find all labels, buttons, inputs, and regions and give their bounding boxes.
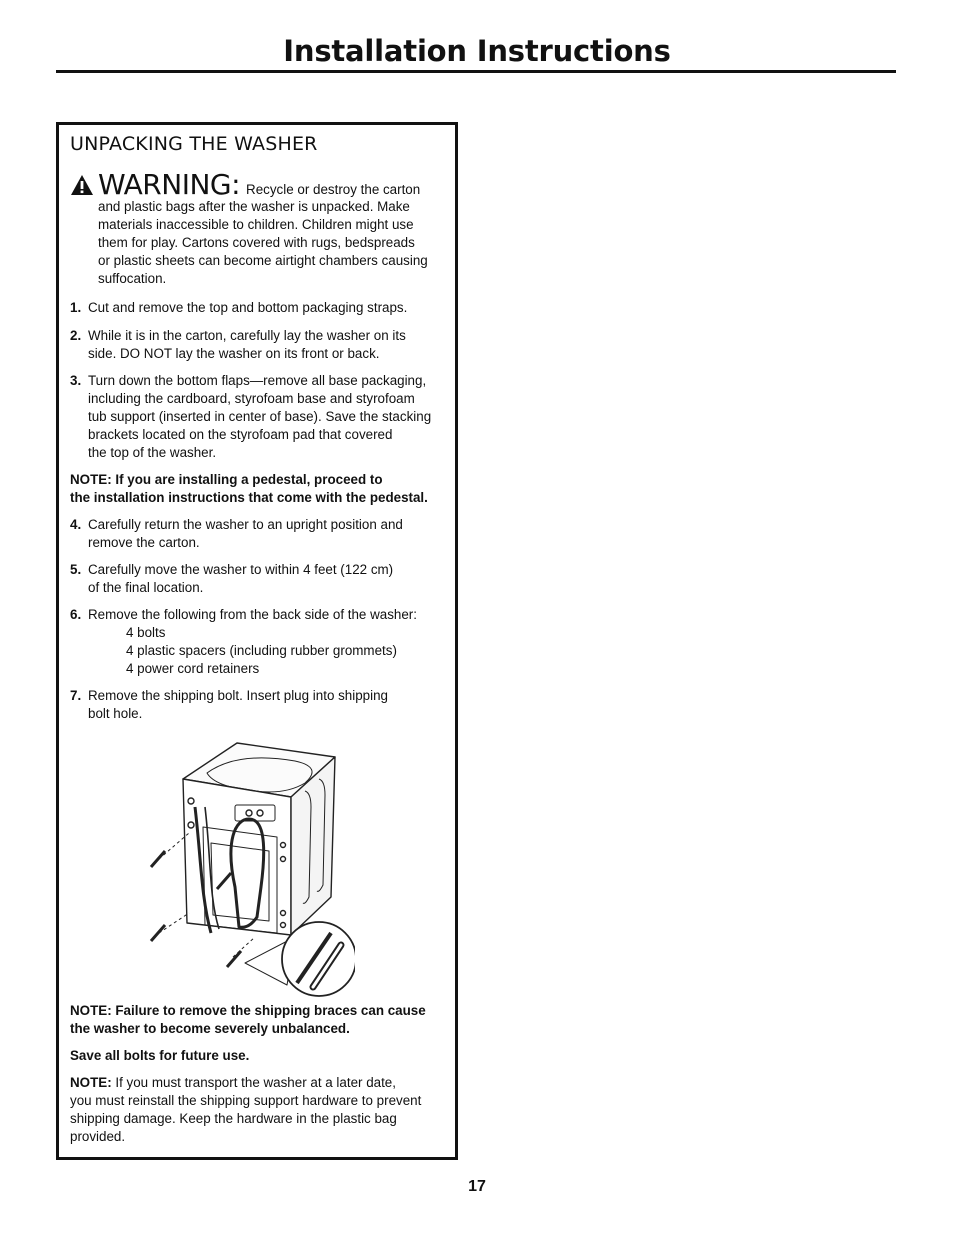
warning-line: suffocation. (98, 271, 167, 286)
note-line: shipping damage. Keep the hardware in the plastic bag (70, 1111, 397, 1126)
step-number: 6. (70, 607, 82, 622)
page-title: Installation Instructions (283, 34, 671, 68)
removal-item: 4 power cord retainers (126, 661, 260, 676)
warning-block (70, 168, 450, 288)
step-text: Turn down the bottom flaps—remove all base packaging, (88, 373, 427, 388)
step-5 (70, 561, 448, 597)
step-number: 3. (70, 373, 82, 388)
step-text: While it is in the carton, carefully lay the washer on its (88, 328, 406, 343)
washer-back-illustration (145, 737, 355, 997)
title-rule (56, 70, 896, 73)
step-6 (70, 606, 448, 678)
step-4 (70, 516, 448, 552)
removal-item: 4 plastic spacers (including rubber grommets) (126, 643, 397, 658)
step-number: 7. (70, 688, 82, 703)
step-text: including the cardboard, styrofoam base and styrofoam (88, 391, 415, 406)
section-title: UNPACKING THE WASHER (70, 133, 318, 155)
step-text: remove the carton. (88, 535, 200, 550)
note-line: the installation instructions that come with the pedestal. (70, 490, 428, 505)
step-2 (70, 327, 448, 363)
warning-line: them for play. Cartons covered with rugs, bedspreads (98, 235, 415, 250)
step-1 (70, 299, 448, 317)
note-braces (70, 1002, 448, 1038)
step-text: brackets located on the styrofoam pad that covered (88, 427, 393, 442)
step-number: 5. (70, 562, 82, 577)
step-number: 2. (70, 328, 82, 343)
warning-label: WARNING: (98, 168, 241, 201)
warning-line: or plastic sheets can become airtight chambers causing (98, 253, 428, 268)
note-line: the washer to become severely unbalanced. (70, 1021, 350, 1036)
step-text: the top of the washer. (88, 445, 217, 460)
note-line: provided. (70, 1129, 126, 1144)
warning-icon (70, 174, 94, 196)
unpacking-panel (56, 122, 458, 1160)
step-text: Cut and remove the top and bottom packaging straps. (88, 300, 408, 315)
step-text: bolt hole. (88, 706, 143, 721)
step-text: Remove the shipping bolt. Insert plug into shipping (88, 688, 388, 703)
step-text: Carefully return the washer to an upright position and (88, 517, 403, 532)
warning-text-first: Recycle or destroy the carton (246, 182, 421, 197)
warning-line: materials inaccessible to children. Children might use (98, 217, 414, 232)
step-7 (70, 687, 448, 723)
page-number: 17 (468, 1178, 486, 1195)
note-line: NOTE: Failure to remove the shipping braces can cause (70, 1003, 426, 1018)
save-bolts-note: Save all bolts for future use. (70, 1048, 250, 1063)
step-number: 1. (70, 300, 82, 315)
step-text: Carefully move the washer to within 4 feet (122 cm) (88, 562, 394, 577)
note-pedestal (70, 471, 448, 507)
step-text: of the final location. (88, 580, 204, 595)
removal-item: 4 bolts (126, 625, 166, 640)
step-text: tub support (inserted in center of base). Save the stacking (88, 409, 432, 424)
note-line: you must reinstall the shipping support hardware to prevent (70, 1093, 422, 1108)
warning-text (70, 198, 450, 288)
note-label: NOTE: (70, 1075, 112, 1090)
step-3 (70, 372, 448, 462)
step-number: 4. (70, 517, 82, 532)
note-line: NOTE: If you are installing a pedestal, proceed to (70, 472, 383, 487)
warning-line: and plastic bags after the washer is unpacked. Make (98, 199, 410, 214)
step-text: Remove the following from the back side of the washer: (88, 607, 417, 622)
note-line: If you must transport the washer at a later date, (111, 1075, 396, 1090)
note-transport (70, 1074, 448, 1146)
step-text: side. DO NOT lay the washer on its front or back. (88, 346, 380, 361)
